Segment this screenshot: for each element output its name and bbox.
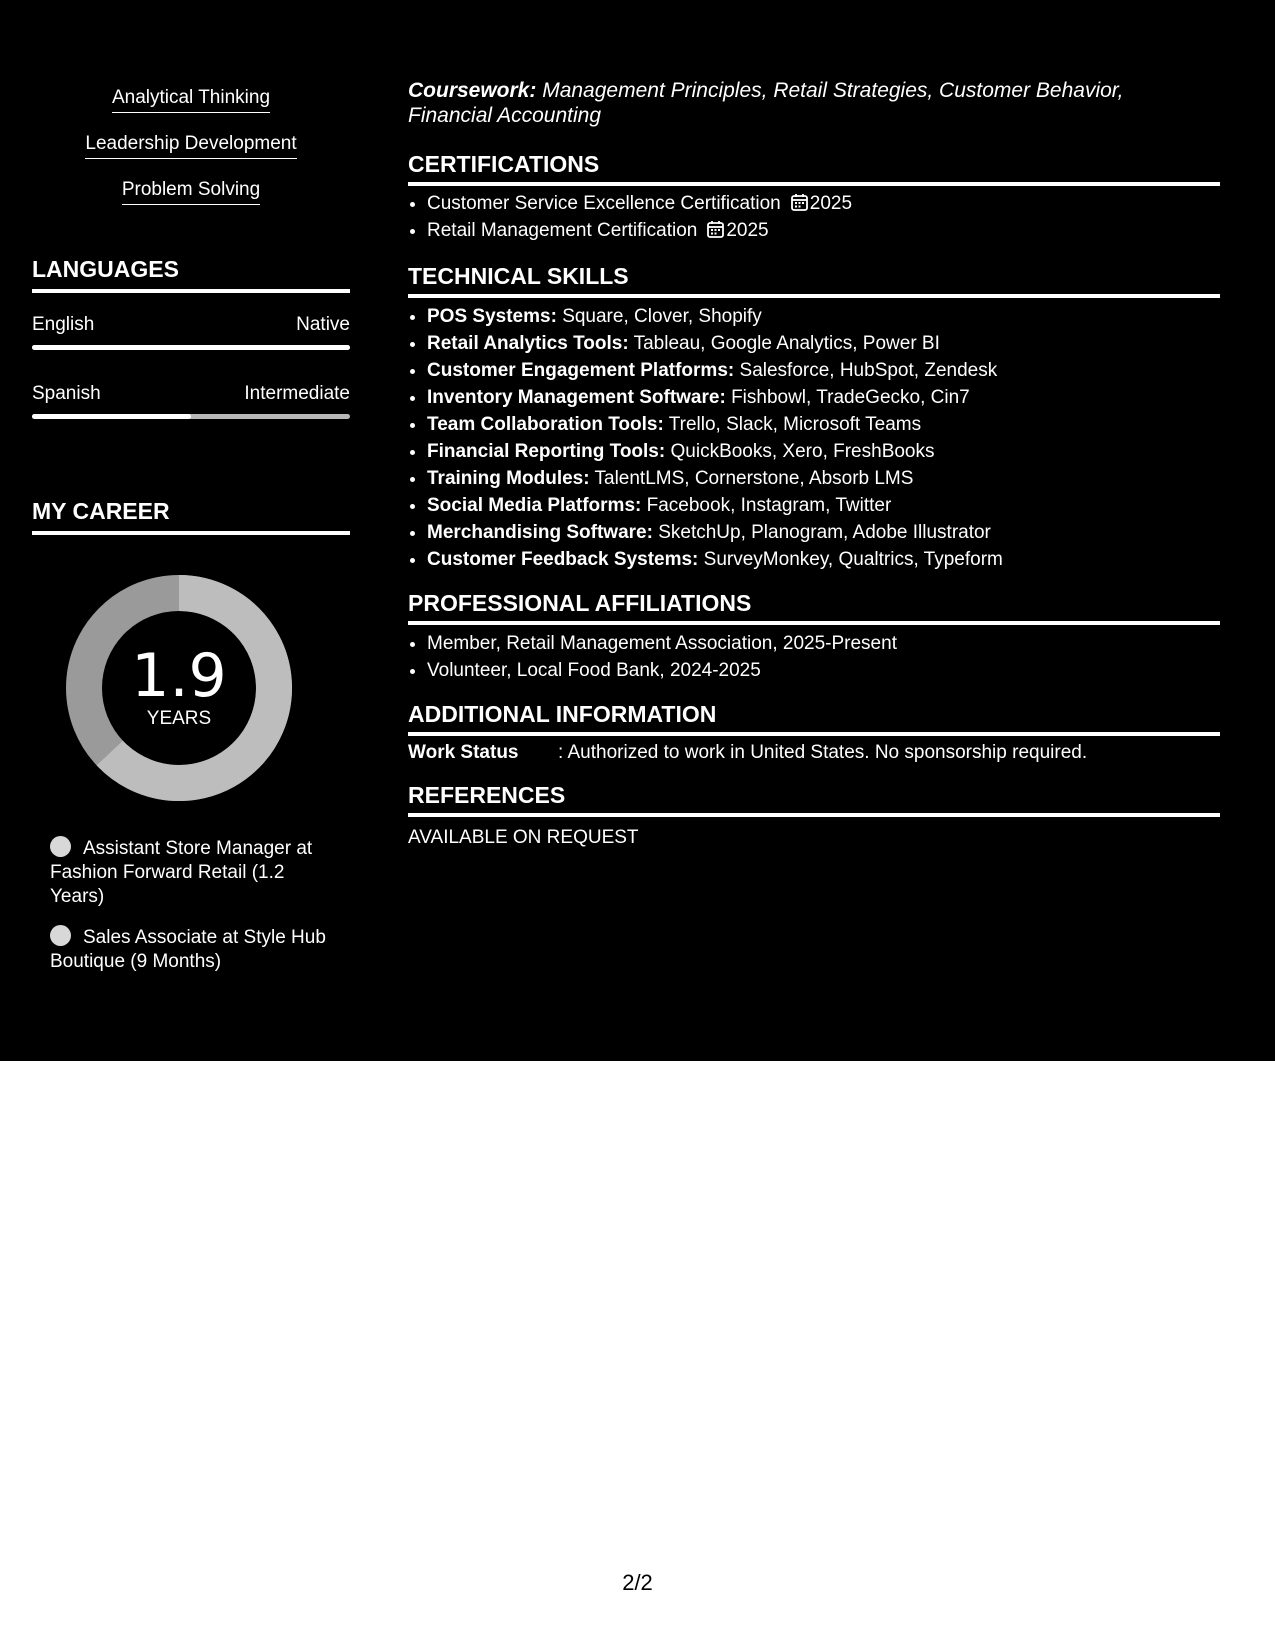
skill-value: Trello, Slack, Microsoft Teams — [668, 414, 922, 435]
language-proficiency-bar — [32, 414, 350, 419]
technical-skill-item — [427, 330, 1227, 357]
career-item-text: Sales Associate at Style Hub Boutique (9 Months) — [50, 927, 326, 972]
language-level: Native — [296, 314, 350, 335]
skill-item: Problem Solving — [122, 178, 260, 205]
references-text: AVAILABLE ON REQUEST — [408, 827, 639, 848]
technical-skill-item — [427, 546, 1227, 573]
coursework-text: Management Principles, Retail Strategies, Customer Behavior, Financial Accounting — [408, 79, 1124, 127]
language-english — [32, 314, 350, 350]
sidebar — [0, 0, 382, 1061]
skill-label: Customer Engagement Platforms: — [427, 360, 735, 381]
references-heading: REFERENCES — [408, 782, 1220, 817]
language-proficiency-fill — [32, 345, 350, 350]
skill-label: Customer Feedback Systems: — [427, 549, 699, 570]
certification-item — [427, 217, 1227, 244]
technical-skills-list — [408, 303, 1227, 573]
technical-skill-item — [427, 519, 1227, 546]
technical-skill-item — [427, 357, 1227, 384]
career-list — [50, 836, 330, 990]
calendar-icon — [707, 220, 724, 238]
skill-value: Tableau, Google Analytics, Power BI — [633, 333, 940, 354]
skill-label: Financial Reporting Tools: — [427, 441, 666, 462]
work-status-value: : Authorized to work in United States. No sponsorship required. — [558, 742, 1088, 763]
certification-name: Customer Service Excellence Certification — [427, 193, 781, 214]
work-status — [408, 742, 1087, 764]
skill-value: Fishbowl, TradeGecko, Cin7 — [731, 387, 970, 408]
technical-skill-item — [427, 411, 1227, 438]
certification-item — [427, 190, 1227, 217]
certifications-heading: CERTIFICATIONS — [408, 151, 1220, 186]
skill-value: Facebook, Instagram, Twitter — [646, 495, 892, 516]
bullet-dot-icon — [50, 836, 71, 857]
work-status-label: Work Status — [408, 742, 519, 763]
technical-skill-item — [427, 492, 1227, 519]
technical-skill-item — [427, 465, 1227, 492]
certification-name: Retail Management Certification — [427, 220, 698, 241]
language-name: Spanish — [32, 383, 101, 404]
skill-value: SurveyMonkey, Qualtrics, Typeform — [703, 549, 1003, 570]
skill-value: Salesforce, HubSpot, Zendesk — [739, 360, 998, 381]
technical-skill-item — [427, 438, 1227, 465]
language-proficiency-fill — [32, 414, 191, 419]
affiliation-item: • Member, Retail Management Association, 2025-Present — [427, 630, 1227, 657]
career-item-text: Assistant Store Manager at Fashion Forward Retail (1.2 Years) — [50, 838, 313, 907]
page-number: 2/2 — [622, 1570, 653, 1595]
career-unit: YEARS — [146, 708, 212, 729]
language-level: Intermediate — [244, 383, 350, 404]
skill-label: Retail Analytics Tools: — [427, 333, 629, 354]
main-content — [382, 0, 1275, 1061]
skill-label: Team Collaboration Tools: — [427, 414, 664, 435]
affiliation-item: • Volunteer, Local Food Bank, 2024-2025 — [427, 657, 1227, 684]
career-heading: MY CAREER — [32, 498, 350, 535]
coursework-label: Coursework: — [408, 79, 537, 102]
skill-value: Square, Clover, Shopify — [562, 306, 762, 327]
career-item — [50, 836, 330, 909]
certification-year: 2025 — [809, 193, 853, 214]
skill-value: SketchUp, Planogram, Adobe Illustrator — [658, 522, 991, 543]
skill-label: POS Systems: — [427, 306, 557, 327]
additional-info-heading: ADDITIONAL INFORMATION — [408, 701, 1220, 736]
bullet-dot-icon — [50, 925, 71, 946]
skill-value: TalentLMS, Cornerstone, Absorb LMS — [594, 468, 914, 489]
language-name: English — [32, 314, 95, 335]
skill-item: Leadership Development — [85, 132, 296, 159]
certification-year: 2025 — [726, 220, 769, 241]
technical-skill-item — [427, 384, 1227, 411]
skill-value: QuickBooks, Xero, FreshBooks — [670, 441, 935, 462]
affiliations-list — [408, 630, 1227, 684]
career-total-years: 1.9 — [131, 641, 227, 711]
language-spanish — [32, 383, 350, 419]
language-proficiency-bar — [32, 345, 350, 350]
skill-label: Training Modules: — [427, 468, 590, 489]
coursework — [408, 78, 1208, 128]
technical-skills-heading: TECHNICAL SKILLS — [408, 263, 1220, 298]
skill-label: Merchandising Software: — [427, 522, 653, 543]
calendar-icon — [791, 193, 808, 211]
skill-label: Social Media Platforms: — [427, 495, 642, 516]
affiliations-heading: PROFESSIONAL AFFILIATIONS — [408, 590, 1220, 625]
technical-skill-item — [427, 303, 1227, 330]
career-item — [50, 925, 330, 974]
certifications-list — [408, 190, 1227, 244]
skill-label: Inventory Management Software: — [427, 387, 726, 408]
skills-list — [32, 86, 350, 224]
languages-heading: LANGUAGES — [32, 256, 350, 293]
skill-item: Analytical Thinking — [112, 86, 270, 113]
